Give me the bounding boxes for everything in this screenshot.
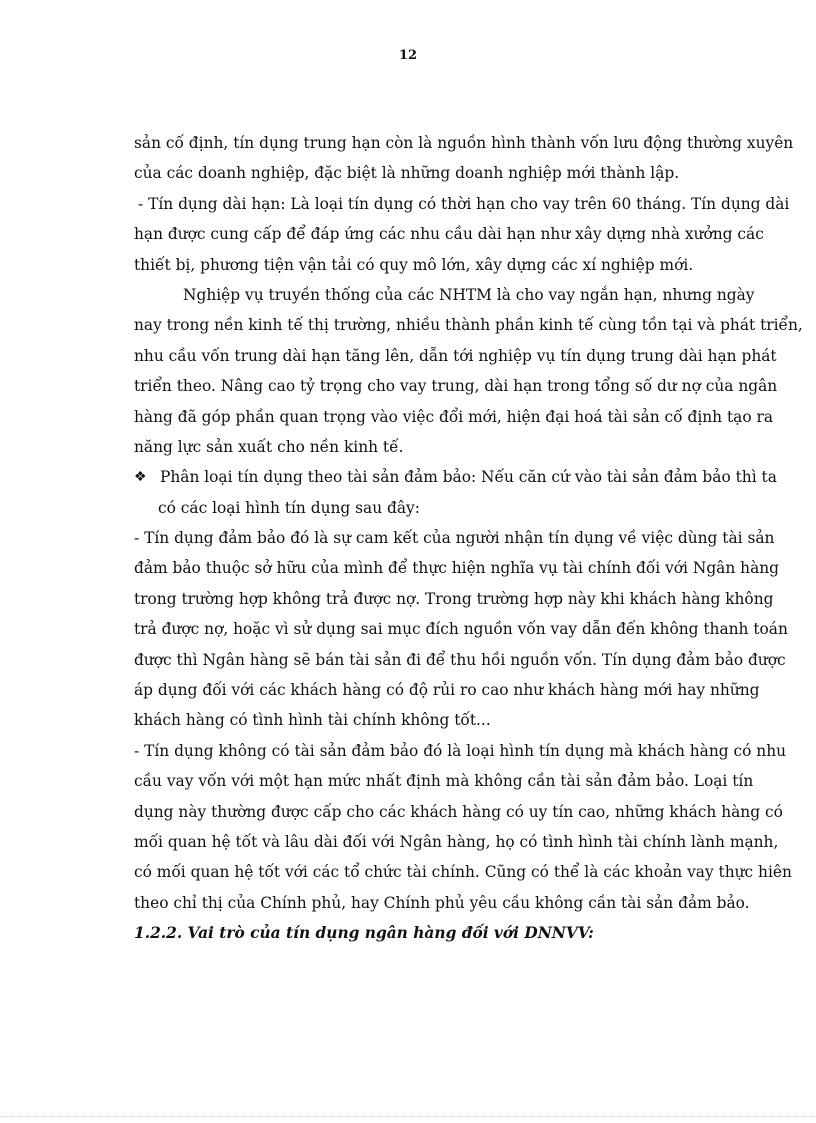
section-heading: 1.2.2. Vai trò của tín dụng ngân hàng đối với DNNVV: — [134, 924, 594, 943]
text-line: theo chỉ thị của Chính phủ, hay Chính phủ yêu cầu không cần tài sản đảm bảo. — [134, 893, 750, 912]
text-line: dụng này thường được cấp cho các khách hàng có uy tín cao, những khách hàng có — [134, 802, 783, 821]
page-bottom-divider — [0, 1116, 816, 1117]
text-line: - Tín dụng đảm bảo đó là sự cam kết của người nhận tín dụng về việc dùng tài sản — [134, 529, 775, 548]
text-line: triển theo. Nâng cao tỷ trọng cho vay trung, dài hạn trong tổng số dư nợ của ngân — [134, 377, 778, 396]
document-body — [134, 128, 803, 949]
diamond-bullet-icon: ❖ — [134, 469, 147, 486]
text-line: có các loại hình tín dụng sau đây: — [158, 498, 420, 517]
text-line: khách hàng có tình hình tài chính không tốt... — [134, 711, 491, 730]
text-line: năng lực sản xuất cho nền kinh tế. — [134, 437, 404, 456]
text-line: Nghiệp vụ truyền thống của các NHTM là cho vay ngắn hạn, nhưng ngày — [183, 285, 755, 304]
text-line: của các doanh nghiệp, đặc biệt là những doanh nghiệp mới thành lập. — [134, 164, 680, 183]
text-line: hạn được cung cấp để đáp ứng các nhu cầu dài hạn như xây dựng nhà xưởng các — [134, 225, 764, 244]
text-line: áp dụng đối với các khách hàng có độ rủi ro cao như khách hàng mới hay những — [134, 681, 760, 700]
text-line: được thì Ngân hàng sẽ bán tài sản đi để thu hồi nguồn vốn. Tín dụng đảm bảo được — [134, 650, 786, 669]
bullet-text: Phân loại tín dụng theo tài sản đảm bảo: Nếu căn cứ vào tài sản đảm bảo thì ta — [160, 468, 777, 487]
text-line: có mối quan hệ tốt với các tổ chức tài chính. Cũng có thể là các khoản vay thực hiên — [134, 863, 792, 882]
text-line: hàng đã góp phần quan trọng vào việc đổi mới, hiện đại hoá tài sản cố định tạo ra — [134, 407, 774, 426]
text-line: nay trong nền kinh tế thị trường, nhiều thành phần kinh tế cùng tồn tại và phát triển, — [134, 316, 803, 335]
text-line: nhu cầu vốn trung dài hạn tăng lên, dẫn tới nghiệp vụ tín dụng trung dài hạn phát — [134, 346, 777, 365]
bullet-item — [134, 462, 777, 492]
text-line: - Tín dụng dài hạn: Là loại tín dụng có thời hạn cho vay trên 60 tháng. Tín dụng dài — [138, 194, 790, 213]
page-number: 12 — [398, 48, 418, 63]
text-line: thiết bị, phương tiện vận tải có quy mô lớn, xây dựng các xí nghiệp mới. — [134, 255, 694, 274]
text-line: mối quan hệ tốt và lâu dài đối với Ngân hàng, họ có tình hình tài chính lành mạnh, — [134, 832, 779, 851]
text-line: trong trường hợp không trả được nợ. Trong trường hợp này khi khách hàng không — [134, 589, 774, 608]
text-line: trả được nợ, hoặc vì sử dụng sai mục đích nguồn vốn vay dẫn đến không thanh toán — [134, 620, 788, 639]
text-line: đảm bảo thuộc sở hữu của mình để thực hiện nghĩa vụ tài chính đối với Ngân hàng — [134, 559, 780, 578]
text-line: - Tín dụng không có tài sản đảm bảo đó là loại hình tín dụng mà khách hàng có nhu — [134, 741, 787, 760]
text-line: sản cố định, tín dụng trung hạn còn là nguồn hình thành vốn lưu động thường xuyên — [134, 134, 794, 152]
text-line: cầu vay vốn với một hạn mức nhất định mà không cần tài sản đảm bảo. Loại tín — [134, 772, 754, 791]
